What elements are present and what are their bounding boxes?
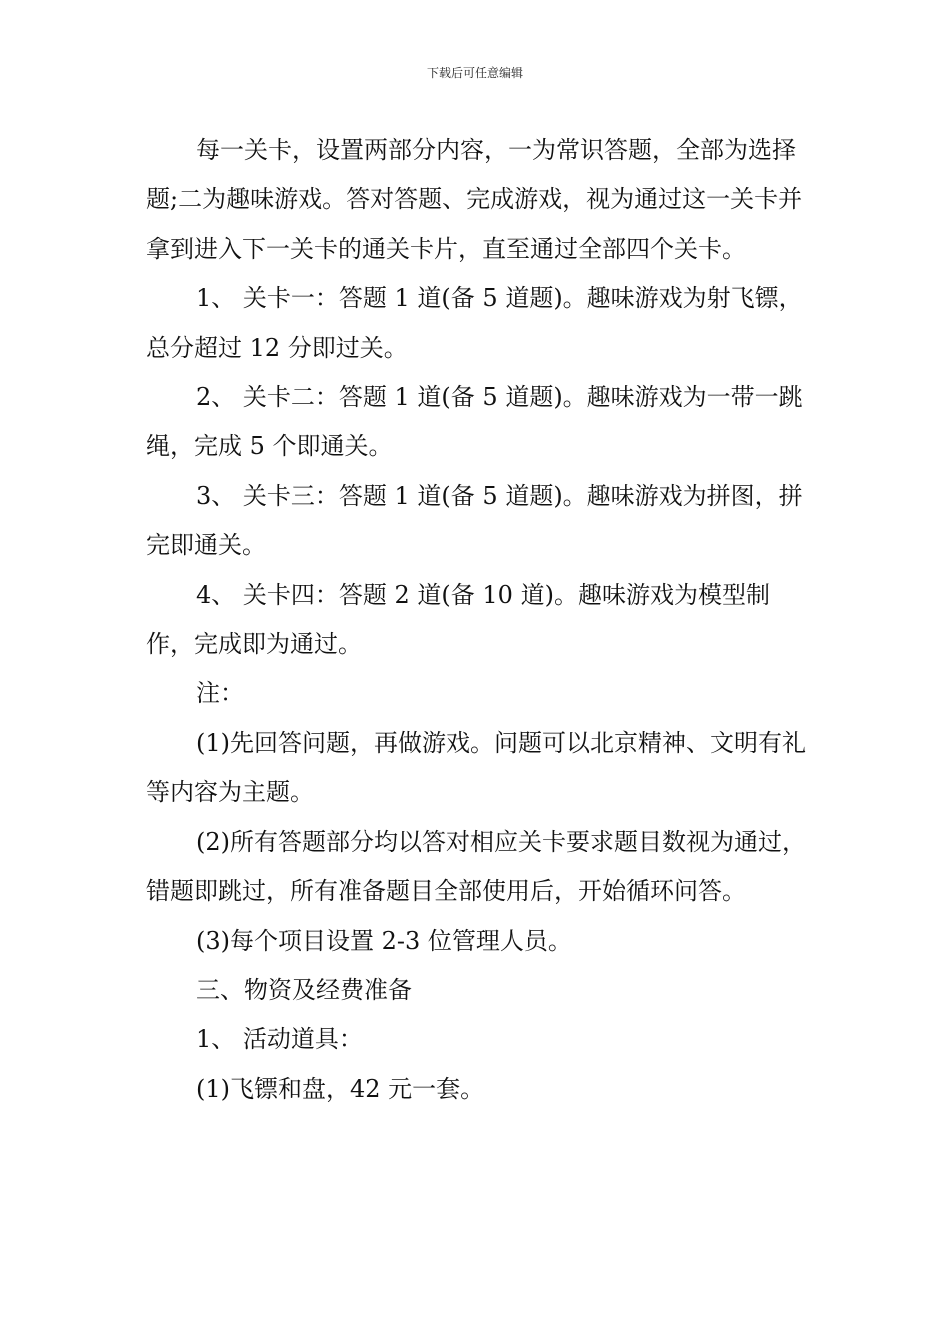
level-four-paragraph: 4、 关卡四：答题 2 道(备 10 道)。趣味游戏为模型制作，完成即为通过。 (146, 580, 770, 659)
note-heading: 注： (196, 679, 244, 708)
note-one-paragraph: (1)先回答问题，再做游戏。问题可以北京精神、文明有礼等内容为主题。 (146, 728, 806, 807)
level-two-paragraph: 2、 关卡二：答题 1 道(备 5 道题)。趣味游戏为一带一跳绳，完成 5 个即通关。 (146, 383, 803, 461)
note-three-paragraph: (3)每个项目设置 2-3 位管理人员。 (196, 926, 572, 955)
section-three-heading: 三、物资及经费准备 (196, 975, 412, 1004)
document-body (146, 126, 814, 1114)
level-three-paragraph: 3、 关卡三：答题 1 道(备 5 道题)。趣味游戏为拼图，拼完即通关。 (146, 481, 803, 560)
activity-props-heading: 1、 活动道具： (196, 1025, 363, 1054)
intro-paragraph: 每一关卡，设置两部分内容，一为常识答题，全部为选择题;二为趣味游戏。答对答题、完成游戏，视为通过这一关卡并拿到进入下一关卡的通关卡片，直至通过全部四个关卡。 (146, 136, 803, 263)
level-one-paragraph: 1、 关卡一：答题 1 道(备 5 道题)。趣味游戏为射飞镖，总分超过 12 分即过关。 (146, 284, 803, 362)
dart-item-paragraph: (1)飞镖和盘，42 元一套。 (196, 1074, 485, 1103)
page-header: 下载后可任意编辑 (426, 66, 523, 80)
note-two-paragraph: (2)所有答题部分均以答对相应关卡要求题目数视为通过，错题即跳过，所有准备题目全部使用后，开始循环问答。 (146, 827, 806, 906)
